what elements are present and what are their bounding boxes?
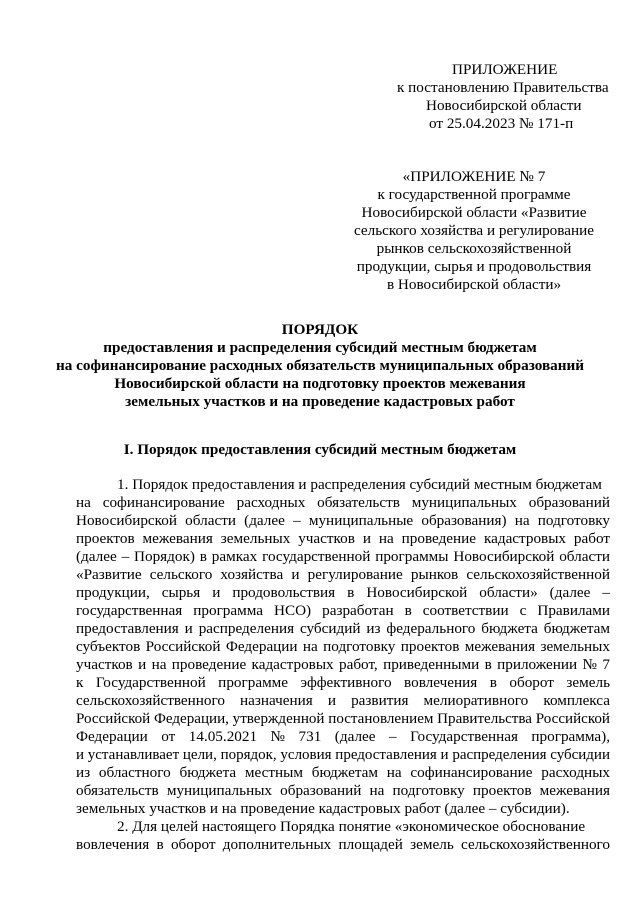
program-appendix-line: в Новосибирской области» (386, 276, 562, 293)
program-appendix-line: Новосибирской области «Развитие (361, 204, 587, 221)
body-line: и устанавливает цели, порядок, условия предоставления и распределения субсидии (76, 746, 610, 763)
body-line-text: на софинансирование расходных обязательств муниципальных образований (76, 494, 610, 511)
section-heading: I. Порядок предоставления субсидий местным бюджетам (123, 441, 517, 458)
program-appendix-line: «ПРИЛОЖЕНИЕ № 7 (402, 168, 546, 185)
body-line: обязательств муниципальных образований на подготовку проектов межевания (76, 782, 610, 799)
body-line: «Развитие сельского хозяйства и регулирование рынков сельскохозяйственной (76, 566, 610, 583)
body-line: государственная программа НСО) разработан в соответствии с Правилами (76, 602, 611, 619)
appendix-line: к постановлению Правительства (397, 79, 609, 96)
body-line: сельскохозяйственного назначения и развития мелиоративного комплекса (76, 692, 610, 709)
body-line: из областного бюджета местным бюджетам на софинансирование расходных (76, 764, 610, 781)
body-line: Новосибирской области (далее – муниципальные образования) на подготовку (76, 512, 610, 529)
body-line: участков и на проведение кадастровых работ, приведенными в приложении № 7 (76, 656, 610, 673)
body-line: земельных участков и на проведение кадастровых работ (далее – субсидии). (76, 800, 570, 817)
body-line: Федерации от 14.05.2021 № 731 (далее – Государственная программа), (76, 728, 611, 745)
title-line: предоставления и распределения субсидий местным бюджетам (103, 339, 537, 356)
program-appendix-line: рынков сельскохозяйственной (376, 240, 572, 257)
program-appendix-line: продукции, сырья и продовольствия (356, 258, 592, 275)
body-line: проектов межевания земельных участков и на проведение кадастровых работ (76, 530, 611, 547)
body-line: Российской Федерации, утвержденной постановлением Правительства Российской (76, 710, 610, 727)
body-line: (далее – Порядок) в рамках государственной программы Новосибирской области (76, 548, 610, 565)
appendix-line: Новосибирской области (426, 97, 582, 114)
program-appendix-line: к государственной программе (377, 186, 571, 203)
body-line: к Государственной программе эффективного вовлечения в оборот земель (76, 674, 611, 691)
body-line: субъектов Российской Федерации на подготовку проектов межевания земельных (76, 638, 610, 655)
appendix-date-number: от 25.04.2023 № 171-п (429, 115, 574, 132)
title-line: земельных участков и на проведение кадастровых работ (125, 393, 515, 410)
body-line: продукции, сырья и продовольствия в Новосибирской области» (далее – (76, 584, 610, 601)
body-line: предоставления и распределения субсидий из федерального бюджета бюджетам (76, 620, 610, 637)
appendix-title: ПРИЛОЖЕНИЕ (452, 61, 558, 78)
program-appendix-line: сельского хозяйства и регулирование (354, 222, 594, 239)
body-line: вовлечения в оборот дополнительных площадей земель сельскохозяйственного (76, 836, 610, 853)
body-line (76, 494, 610, 512)
title-heading: ПОРЯДОК (281, 321, 359, 338)
title-line: Новосибирской области на подготовку проектов межевания (114, 375, 526, 392)
body-line: 1. Порядок предоставления и распределения субсидий местным бюджетам (117, 476, 602, 493)
title-line: на софинансирование расходных обязательств муниципальных образований (55, 357, 584, 374)
body-line: 2. Для целей настоящего Порядка понятие «экономическое обоснование (117, 818, 586, 835)
